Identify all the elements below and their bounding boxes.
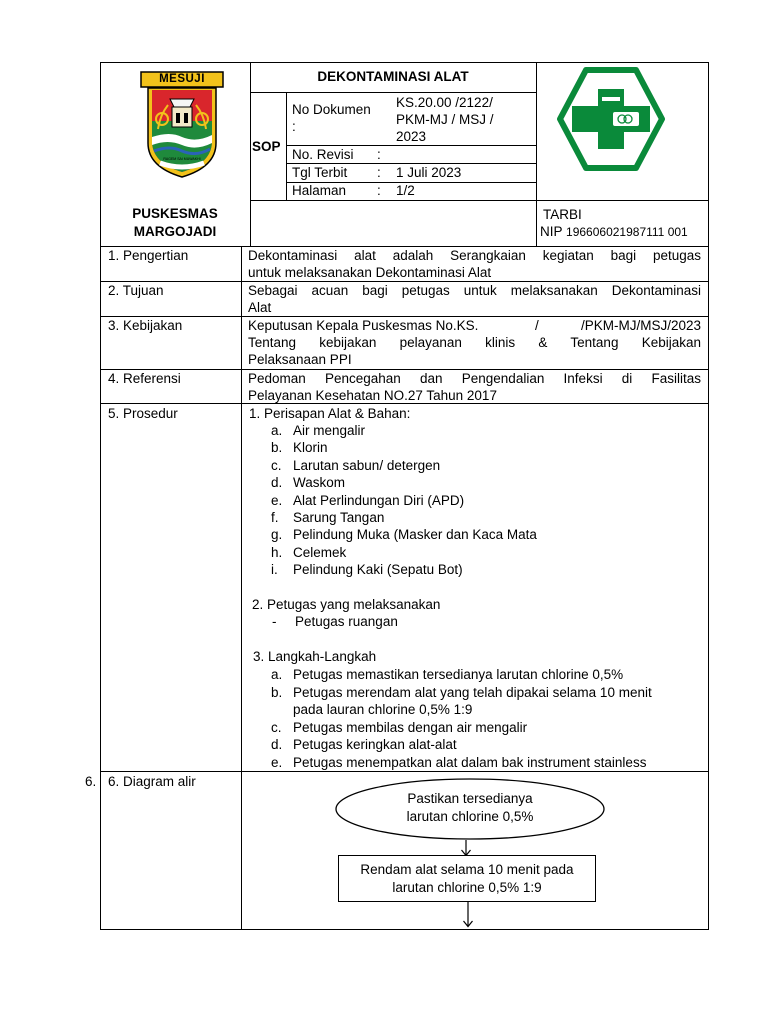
list-item-text: Pelindung Kaki (Sepatu Bot) [293,562,463,578]
list-item [249,439,699,456]
list-item [249,457,699,474]
list-item-text: Air mengalir [293,423,366,438]
list-item [249,701,704,719]
flowchart-step1-text [334,790,606,826]
prosedur-part2-title: 2. Petugas yang melaksanakan [252,597,441,612]
document-title: DEKONTAMINASI ALAT [317,69,469,84]
referensi-line-2: Pelayanan Kesehatan NO.27 Tahun 2017 [248,388,497,403]
kebijakan-decree: Keputusan Kepala Puskesmas No.KS. [248,318,479,333]
list-item [249,719,704,737]
halaman-value: 1/2 [396,183,415,198]
flowchart-step2-box [338,855,596,902]
list-item-marker: g. [271,527,283,543]
list-item [249,754,704,772]
tujuan-line-1: Sebagai acuan bagi petugas untuk melaksanakan Dekontaminasi [248,283,701,298]
list-item-marker: a. [271,667,283,682]
list-item-text: Waskom [293,475,346,491]
list-item-marker: d. [271,737,283,753]
signer-nip-number: 196606021987111 001 [566,225,688,239]
flowchart-step1-line1: Pastikan tersedianya [407,791,533,806]
list-item [249,526,699,543]
section-referensi-label: 4. Referensi [108,371,181,386]
no-dokumen-value-1: KS.20.00 /2122/ [396,95,493,110]
diagram-outer-number: 6. [85,774,97,789]
list-item-marker: b. [271,440,283,456]
list-item [249,509,699,526]
list-item-text: Petugas keringkan alat-alat [293,737,457,753]
flowchart-arrow-2 [462,901,474,929]
mesuji-regency-logo [140,71,224,179]
kebijakan-line-2: Tentang kebijakan pelayanan klinis & Tentang Kebijakan [248,335,701,350]
list-item-text: Pelindung Muka (Masker dan Kaca Mata [293,527,537,543]
list-item-text: Celemek [293,544,347,560]
kebijakan-line-1 [248,317,701,334]
no-revisi-colon: : [377,147,381,162]
prosedur-part3-title: 3. Langkah-Langkah [253,649,377,664]
org-name-line1: PUSKESMAS [132,206,218,221]
flowchart-step2-line2: larutan chlorine 0,5% 1:9 [392,879,542,895]
puskesmas-cross-logo [556,67,666,171]
list-item-text: Alat Perlindungan Diri (APD) [293,492,465,508]
tujuan-line-2: Alat [248,300,272,315]
list-item [249,474,699,491]
list-item-marker: d. [271,475,283,491]
list-item [249,561,699,578]
list-item-marker: f. [271,509,279,525]
signer-name: TARBI [543,207,582,222]
signer-nip [540,223,688,241]
logo-motto: RAGEM SAI MUWAKHI [163,157,201,161]
halaman-label: Halaman [292,183,347,198]
list-item-marker: c. [271,719,282,735]
referensi-line-1: Pedoman Pencegahan dan Pengendalian Infeksi di Fasilitas [248,371,701,386]
list-item-text: Petugas menempatkan alat dalam bak instrument stainless [293,754,647,770]
list-item-text: Petugas memastikan tersedianya larutan chlorine 0,5% [293,667,624,682]
list-item-text: Sarung Tangan [293,509,385,525]
kebijakan-line-3: Pelaksanaan PPI [248,352,352,367]
signer-nip-label: NIP [540,224,563,239]
halaman-colon: : [377,183,381,198]
org-name-line2: MARGOJADI [133,224,217,239]
list-item-text: Klorin [293,440,328,456]
prosedur-part2-item: Petugas ruangan [295,614,398,629]
no-dokumen-value-3: 2023 [396,129,427,144]
list-item-marker: i. [271,562,278,578]
list-item-text: Petugas membilas dengan air mengalir [293,719,528,735]
section-prosedur-label: 5. Prosedur [108,406,178,421]
sop-label: SOP [252,139,281,154]
prosedur-part1-list [249,422,699,579]
prosedur-part1-title: 1. Perisapan Alat & Bahan: [249,406,411,421]
flowchart-step2-line1: Rendam alat selama 10 menit pada [360,861,574,877]
pengertian-line-1: Dekontaminasi alat adalah Serangkaian kegiatan bagi petugas [248,248,701,263]
list-item-marker: c. [271,457,282,473]
flowchart-arrow-1 [460,840,472,856]
list-item-text: Petugas merendam alat yang telah dipakai selama 10 menit [293,684,652,700]
prosedur-part3-list [249,666,704,772]
logo-regency-name: MESUJI [159,73,205,85]
list-item [249,736,704,754]
no-dokumen-value-2: PKM-MJ / MSJ / [396,112,494,127]
no-dokumen-colon: : [292,119,296,134]
list-item-marker: b. [271,684,283,700]
section-pengertian-label: 1. Pengertian [108,248,189,263]
section-kebijakan-label: 3. Kebijakan [108,318,183,333]
tgl-terbit-label: Tgl Terbit [292,165,348,180]
no-dokumen-label: No Dokumen [292,102,371,117]
kebijakan-slash: / [535,318,539,333]
pengertian-line-2: untuk melaksanakan Dekontaminasi Alat [248,265,492,280]
list-item-text: pada lauran chlorine 0,5% 1:9 [293,702,473,718]
list-item [249,666,704,684]
section-tujuan-label: 2. Tujuan [108,283,164,298]
list-item-marker: e. [271,492,283,508]
list-item-marker: a. [271,423,283,438]
list-item [249,422,699,439]
section-referensi-text [248,370,701,404]
list-item-marker: e. [271,754,283,770]
list-item [249,492,699,509]
section-pengertian-text [248,247,701,281]
list-item [249,684,704,702]
kebijakan-decree-number: /PKM-MJ/MSJ/2023 [580,318,701,333]
tgl-terbit-value: 1 Juli 2023 [396,165,462,180]
flowchart-step1-line2: larutan chlorine 0,5% [406,809,534,824]
list-item-marker: h. [271,544,283,560]
tgl-terbit-colon: : [377,165,381,180]
list-item [249,544,699,561]
section-tujuan-text [248,282,701,316]
section-diagram-label: 6. Diagram alir [108,774,196,789]
no-revisi-label: No. Revisi [292,147,354,162]
prosedur-part2-marker: - [272,614,277,629]
section-kebijakan-text [248,317,701,368]
list-item-text: Larutan sabun/ detergen [293,457,441,473]
